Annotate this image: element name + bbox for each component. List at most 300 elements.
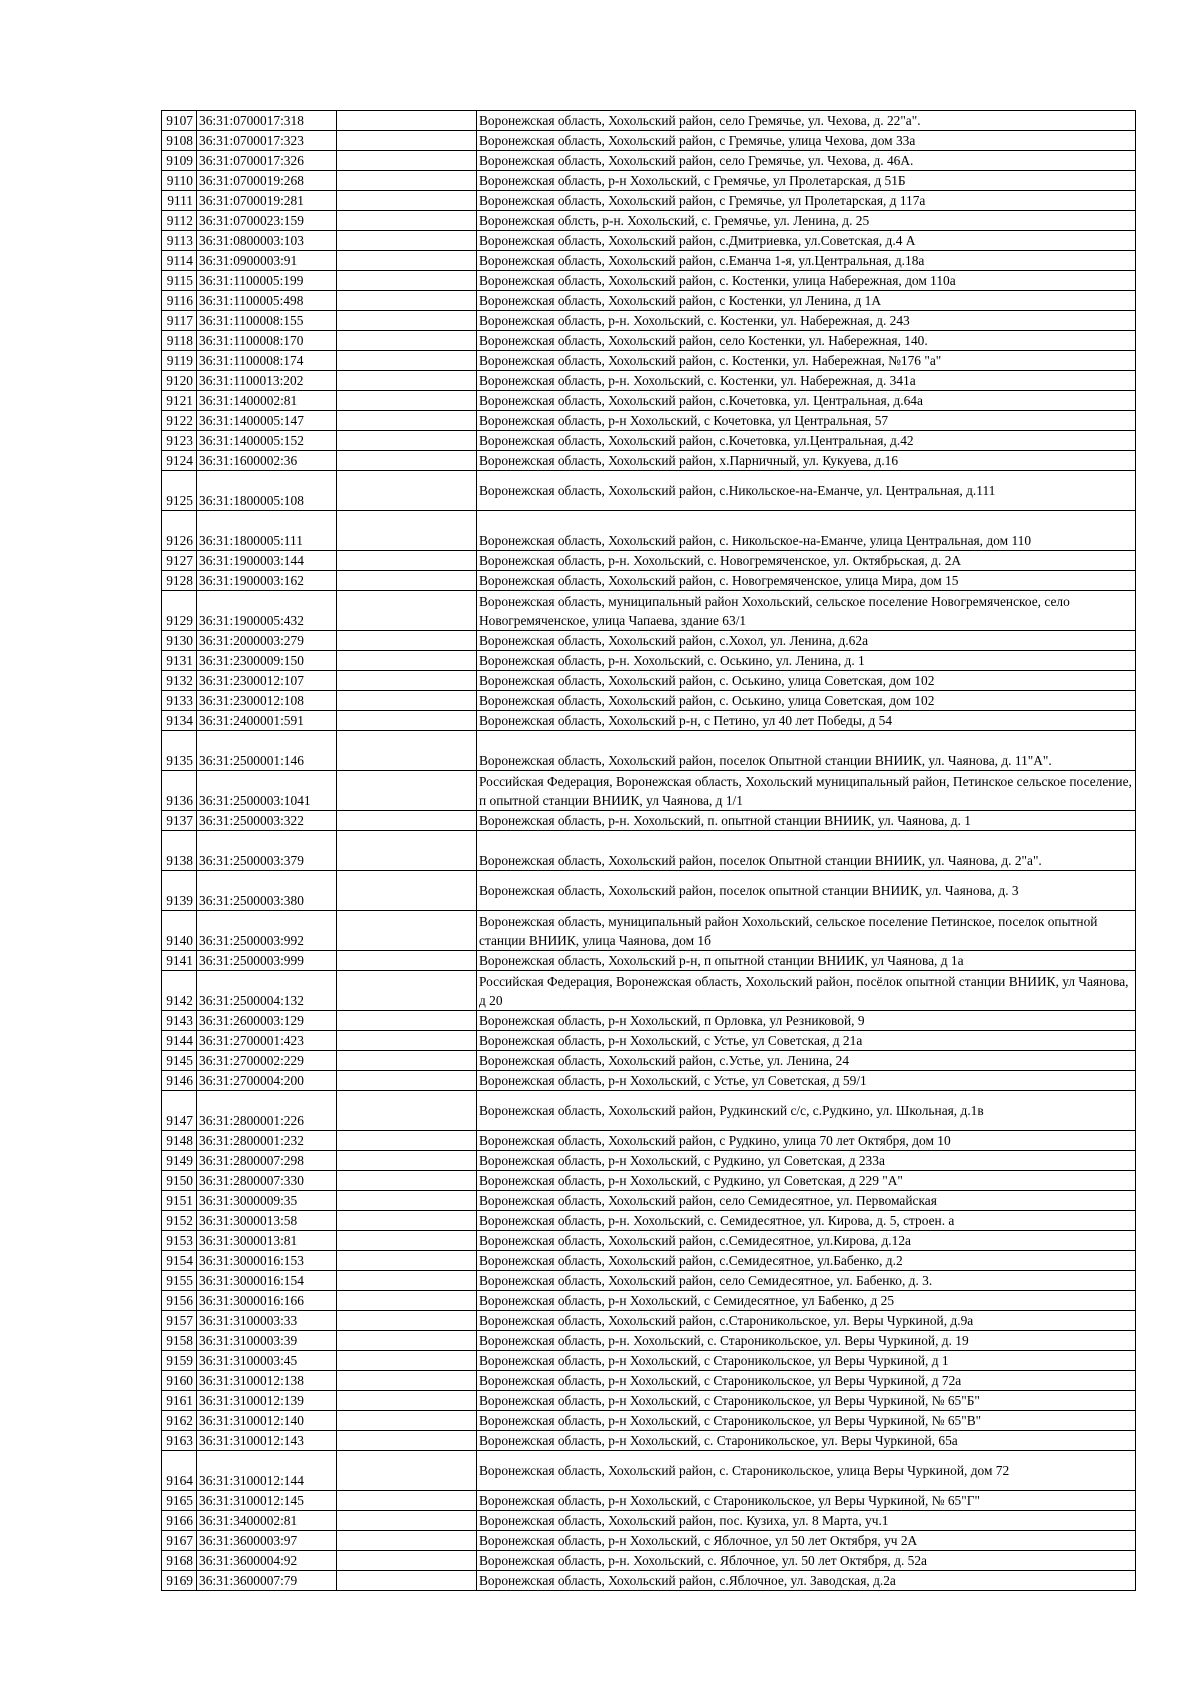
- cadastral-number-cell: 36:31:2500003:322: [197, 811, 337, 831]
- empty-cell: [337, 1311, 477, 1331]
- cadastral-number-cell: 36:31:0700017:323: [197, 131, 337, 151]
- address-cell: Воронежская область, Хохольский район, с. Оськино, улица Советская, дом 102: [477, 671, 1136, 691]
- table-row: [162, 711, 1136, 731]
- cadastral-number-cell: 36:31:3000009:35: [197, 1191, 337, 1211]
- address-cell: Воронежская область, Хохольский район, с. Староникольское, улица Веры Чуркиной, дом 72: [477, 1451, 1136, 1491]
- empty-cell: [337, 1071, 477, 1091]
- cadastral-number-cell: 36:31:1900005:432: [197, 591, 337, 631]
- row-number-cell: 9136: [162, 771, 197, 811]
- cadastral-number-cell: 36:31:1800005:108: [197, 471, 337, 511]
- address-cell: Воронежская область, Хохольский район, с.Семидесятное, ул.Бабенко, д.2: [477, 1251, 1136, 1271]
- registry-table-body: [162, 111, 1136, 1591]
- empty-cell: [337, 511, 477, 551]
- empty-cell: [337, 671, 477, 691]
- address-cell: Воронежская область, р-н Хохольский, с Староникольское, ул Веры Чуркиной, № 65"Б": [477, 1391, 1136, 1411]
- table-row: [162, 1491, 1136, 1511]
- empty-cell: [337, 1231, 477, 1251]
- table-row: [162, 731, 1136, 771]
- empty-cell: [337, 971, 477, 1011]
- table-row: [162, 571, 1136, 591]
- empty-cell: [337, 1491, 477, 1511]
- cadastral-number-cell: 36:31:2700001:423: [197, 1031, 337, 1051]
- row-number-cell: 9127: [162, 551, 197, 571]
- address-cell: Воронежская область, р-н. Хохольский, п. опытной станции ВНИИК, ул. Чаянова, д. 1: [477, 811, 1136, 831]
- table-row: [162, 171, 1136, 191]
- row-number-cell: 9142: [162, 971, 197, 1011]
- cadastral-number-cell: 36:31:0700017:318: [197, 111, 337, 131]
- address-cell: Воронежская область, Хохольский район, поселок опытной станции ВНИИК, ул. Чаянова, д. 3: [477, 871, 1136, 911]
- table-row: [162, 1291, 1136, 1311]
- cadastral-number-cell: 36:31:2800007:330: [197, 1171, 337, 1191]
- empty-cell: [337, 111, 477, 131]
- address-cell: Воронежская область, Хохольский район, Рудкинский с/с, с.Рудкино, ул. Школьная, д.1в: [477, 1091, 1136, 1131]
- table-row: [162, 311, 1136, 331]
- cadastral-number-cell: 36:31:3100012:138: [197, 1371, 337, 1391]
- cadastral-number-cell: 36:31:0900003:91: [197, 251, 337, 271]
- table-row: [162, 331, 1136, 351]
- table-row: [162, 1451, 1136, 1491]
- address-cell: Воронежская область, Хохольский район, с.Староникольское, ул. Веры Чуркиной, д.9а: [477, 1311, 1136, 1331]
- empty-cell: [337, 1151, 477, 1171]
- address-cell: Воронежская область, Хохольский район, с.Хохол, ул. Ленина, д.62а: [477, 631, 1136, 651]
- table-row: [162, 1551, 1136, 1571]
- empty-cell: [337, 1171, 477, 1191]
- empty-cell: [337, 1571, 477, 1591]
- address-cell: Воронежская область, р-н. Хохольский, с. Староникольское, ул. Веры Чуркиной, д. 19: [477, 1331, 1136, 1351]
- row-number-cell: 9129: [162, 591, 197, 631]
- table-row: [162, 1071, 1136, 1091]
- address-cell: Воронежская область, муниципальный район Хохольский, сельское поселение Новогремяченское, село Новогремяченское, улица Чапаева, здание 63/1: [477, 591, 1136, 631]
- address-cell: Воронежская область, р-н Хохольский, п Орловка, ул Резниковой, 9: [477, 1011, 1136, 1031]
- row-number-cell: 9132: [162, 671, 197, 691]
- table-row: [162, 111, 1136, 131]
- row-number-cell: 9166: [162, 1511, 197, 1531]
- cadastral-number-cell: 36:31:3600003:97: [197, 1531, 337, 1551]
- empty-cell: [337, 451, 477, 471]
- address-cell: Воронежская область, Хохольский район, с. Новогремяченское, улица Мира, дом 15: [477, 571, 1136, 591]
- address-cell: Воронежская область, Хохольский район, с Гремячье, ул Пролетарская, д 117а: [477, 191, 1136, 211]
- table-row: [162, 231, 1136, 251]
- row-number-cell: 9159: [162, 1351, 197, 1371]
- cadastral-number-cell: 36:31:3000013:58: [197, 1211, 337, 1231]
- address-cell: Воронежская облсть, р-н. Хохольский, с. Гремячье, ул. Ленина, д. 25: [477, 211, 1136, 231]
- cadastral-number-cell: 36:31:1400005:152: [197, 431, 337, 451]
- cadastral-number-cell: 36:31:3100003:39: [197, 1331, 337, 1351]
- empty-cell: [337, 951, 477, 971]
- empty-cell: [337, 1011, 477, 1031]
- address-cell: Воронежская область, Хохольский район, х.Парничный, ул. Кукуева, д.16: [477, 451, 1136, 471]
- row-number-cell: 9158: [162, 1331, 197, 1351]
- cadastral-number-cell: 36:31:2400001:591: [197, 711, 337, 731]
- empty-cell: [337, 811, 477, 831]
- registry-table: [161, 110, 1136, 1591]
- row-number-cell: 9131: [162, 651, 197, 671]
- row-number-cell: 9128: [162, 571, 197, 591]
- table-row: [162, 211, 1136, 231]
- empty-cell: [337, 471, 477, 511]
- cadastral-number-cell: 36:31:1100008:174: [197, 351, 337, 371]
- table-row: [162, 1011, 1136, 1031]
- cadastral-number-cell: 36:31:2500003:380: [197, 871, 337, 911]
- row-number-cell: 9144: [162, 1031, 197, 1051]
- empty-cell: [337, 1191, 477, 1211]
- cadastral-number-cell: 36:31:0800003:103: [197, 231, 337, 251]
- row-number-cell: 9121: [162, 391, 197, 411]
- table-row: [162, 1311, 1136, 1331]
- address-cell: Воронежская область, Хохольский район, поселок Опытной станции ВНИИК, ул. Чаянова, д. 2"а".: [477, 831, 1136, 871]
- row-number-cell: 9120: [162, 371, 197, 391]
- address-cell: Воронежская область, р-н Хохольский, с Староникольское, ул Веры Чуркиной, № 65"Г": [477, 1491, 1136, 1511]
- empty-cell: [337, 351, 477, 371]
- address-cell: Российская Федерация, Воронежская область, Хохольский муниципальный район, Петинское сельское поселение, п опытной станции ВНИИК, ул Чаянова, д 1/1: [477, 771, 1136, 811]
- empty-cell: [337, 1051, 477, 1071]
- empty-cell: [337, 231, 477, 251]
- table-row: [162, 271, 1136, 291]
- empty-cell: [337, 1391, 477, 1411]
- table-row: [162, 631, 1136, 651]
- row-number-cell: 9155: [162, 1271, 197, 1291]
- row-number-cell: 9109: [162, 151, 197, 171]
- row-number-cell: 9150: [162, 1171, 197, 1191]
- row-number-cell: 9152: [162, 1211, 197, 1231]
- empty-cell: [337, 1411, 477, 1431]
- address-cell: Воронежская область, р-н. Хохольский, с. Новогремяченское, ул. Октябрьская, д. 2А: [477, 551, 1136, 571]
- table-row: [162, 391, 1136, 411]
- table-row: [162, 291, 1136, 311]
- address-cell: Воронежская область, Хохольский район, с.Никольское-на-Еманче, ул. Центральная, д.111: [477, 471, 1136, 511]
- cadastral-number-cell: 36:31:0700023:159: [197, 211, 337, 231]
- empty-cell: [337, 331, 477, 351]
- address-cell: Воронежская область, Хохольский район, с.Семидесятное, ул.Кирова, д.12а: [477, 1231, 1136, 1251]
- row-number-cell: 9134: [162, 711, 197, 731]
- cadastral-number-cell: 36:31:1100005:498: [197, 291, 337, 311]
- empty-cell: [337, 571, 477, 591]
- row-number-cell: 9154: [162, 1251, 197, 1271]
- address-cell: Российская Федерация, Воронежская область, Хохольский район, посёлок опытной станции ВНИИК, ул Чаянова, д 20: [477, 971, 1136, 1011]
- row-number-cell: 9151: [162, 1191, 197, 1211]
- row-number-cell: 9117: [162, 311, 197, 331]
- empty-cell: [337, 551, 477, 571]
- cadastral-number-cell: 36:31:2300009:150: [197, 651, 337, 671]
- row-number-cell: 9115: [162, 271, 197, 291]
- row-number-cell: 9126: [162, 511, 197, 551]
- address-cell: Воронежская область, Хохольский р-н, с Петино, ул 40 лет Победы, д 54: [477, 711, 1136, 731]
- empty-cell: [337, 171, 477, 191]
- row-number-cell: 9156: [162, 1291, 197, 1311]
- row-number-cell: 9141: [162, 951, 197, 971]
- address-cell: Воронежская область, Хохольский район, с.Яблочное, ул. Заводская, д.2а: [477, 1571, 1136, 1591]
- address-cell: Воронежская область, р-н Хохольский, с Рудкино, ул Советская, д 229 "А": [477, 1171, 1136, 1191]
- row-number-cell: 9112: [162, 211, 197, 231]
- table-row: [162, 1511, 1136, 1531]
- row-number-cell: 9125: [162, 471, 197, 511]
- address-cell: Воронежская область, р-н Хохольский, с Устье, ул Советская, д 21а: [477, 1031, 1136, 1051]
- empty-cell: [337, 291, 477, 311]
- address-cell: Воронежская область, Хохольский район, с Гремячье, улица Чехова, дом 33а: [477, 131, 1136, 151]
- empty-cell: [337, 691, 477, 711]
- table-row: [162, 1331, 1136, 1351]
- table-row: [162, 1191, 1136, 1211]
- row-number-cell: 9164: [162, 1451, 197, 1491]
- row-number-cell: 9165: [162, 1491, 197, 1511]
- address-cell: Воронежская область, р-н Хохольский, с Староникольское, ул Веры Чуркиной, № 65"В": [477, 1411, 1136, 1431]
- cadastral-number-cell: 36:31:3100012:145: [197, 1491, 337, 1511]
- cadastral-number-cell: 36:31:3600007:79: [197, 1571, 337, 1591]
- empty-cell: [337, 251, 477, 271]
- cadastral-number-cell: 36:31:2300012:107: [197, 671, 337, 691]
- row-number-cell: 9148: [162, 1131, 197, 1151]
- table-row: [162, 1251, 1136, 1271]
- address-cell: Воронежская область, р-н Хохольский, с Гремячье, ул Пролетарская, д 51Б: [477, 171, 1136, 191]
- empty-cell: [337, 831, 477, 871]
- row-number-cell: 9149: [162, 1151, 197, 1171]
- row-number-cell: 9118: [162, 331, 197, 351]
- empty-cell: [337, 1511, 477, 1531]
- row-number-cell: 9161: [162, 1391, 197, 1411]
- table-row: [162, 1091, 1136, 1131]
- cadastral-number-cell: 36:31:3100012:143: [197, 1431, 337, 1451]
- address-cell: Воронежская область, р-н Хохольский, с Рудкино, ул Советская, д 233а: [477, 1151, 1136, 1171]
- row-number-cell: 9135: [162, 731, 197, 771]
- table-row: [162, 811, 1136, 831]
- row-number-cell: 9114: [162, 251, 197, 271]
- empty-cell: [337, 591, 477, 631]
- empty-cell: [337, 151, 477, 171]
- cadastral-number-cell: 36:31:2500003:999: [197, 951, 337, 971]
- empty-cell: [337, 371, 477, 391]
- row-number-cell: 9147: [162, 1091, 197, 1131]
- cadastral-number-cell: 36:31:0700019:281: [197, 191, 337, 211]
- empty-cell: [337, 1331, 477, 1351]
- table-row: [162, 691, 1136, 711]
- row-number-cell: 9153: [162, 1231, 197, 1251]
- cadastral-number-cell: 36:31:2500004:132: [197, 971, 337, 1011]
- table-row: [162, 251, 1136, 271]
- row-number-cell: 9123: [162, 431, 197, 451]
- empty-cell: [337, 1451, 477, 1491]
- empty-cell: [337, 1211, 477, 1231]
- empty-cell: [337, 191, 477, 211]
- address-cell: Воронежская область, р-н. Хохольский, с. Оськино, ул. Ленина, д. 1: [477, 651, 1136, 671]
- empty-cell: [337, 431, 477, 451]
- row-number-cell: 9167: [162, 1531, 197, 1551]
- table-row: [162, 1151, 1136, 1171]
- empty-cell: [337, 711, 477, 731]
- address-cell: Воронежская область, Хохольский район, село Семидесятное, ул. Первомайская: [477, 1191, 1136, 1211]
- table-row: [162, 971, 1136, 1011]
- table-row: [162, 831, 1136, 871]
- empty-cell: [337, 651, 477, 671]
- table-row: [162, 131, 1136, 151]
- cadastral-number-cell: 36:31:3100003:33: [197, 1311, 337, 1331]
- cadastral-number-cell: 36:31:2500001:146: [197, 731, 337, 771]
- table-row: [162, 911, 1136, 951]
- address-cell: Воронежская область, р-н Хохольский, с Староникольское, ул Веры Чуркиной, д 72а: [477, 1371, 1136, 1391]
- cadastral-number-cell: 36:31:1100008:170: [197, 331, 337, 351]
- row-number-cell: 9111: [162, 191, 197, 211]
- row-number-cell: 9169: [162, 1571, 197, 1591]
- row-number-cell: 9110: [162, 171, 197, 191]
- table-row: [162, 1031, 1136, 1051]
- row-number-cell: 9139: [162, 871, 197, 911]
- row-number-cell: 9122: [162, 411, 197, 431]
- cadastral-number-cell: 36:31:1100013:202: [197, 371, 337, 391]
- table-row: [162, 1431, 1136, 1451]
- empty-cell: [337, 1531, 477, 1551]
- empty-cell: [337, 1271, 477, 1291]
- empty-cell: [337, 1291, 477, 1311]
- row-number-cell: 9146: [162, 1071, 197, 1091]
- empty-cell: [337, 771, 477, 811]
- cadastral-number-cell: 36:31:3000016:166: [197, 1291, 337, 1311]
- address-cell: Воронежская область, р-н. Хохольский, с. Костенки, ул. Набережная, д. 243: [477, 311, 1136, 331]
- address-cell: Воронежская область, р-н. Хохольский, с. Костенки, ул. Набережная, д. 341а: [477, 371, 1136, 391]
- cadastral-number-cell: 36:31:1900003:144: [197, 551, 337, 571]
- address-cell: Воронежская область, р-н Хохольский, с Кочетовка, ул Центральная, 57: [477, 411, 1136, 431]
- address-cell: Воронежская область, муниципальный район Хохольский, сельское поселение Петинское, поселок опытной станции ВНИИК, улица Чаянова, дом 1б: [477, 911, 1136, 951]
- empty-cell: [337, 1351, 477, 1371]
- empty-cell: [337, 1431, 477, 1451]
- table-row: [162, 951, 1136, 971]
- address-cell: Воронежская область, Хохольский район, с.Дмитриевка, ул.Советская, д.4 А: [477, 231, 1136, 251]
- cadastral-number-cell: 36:31:2700004:200: [197, 1071, 337, 1091]
- address-cell: Воронежская область, р-н Хохольский, с Семидесятное, ул Бабенко, д 25: [477, 1291, 1136, 1311]
- table-row: [162, 1351, 1136, 1371]
- table-row: [162, 1391, 1136, 1411]
- table-row: [162, 1271, 1136, 1291]
- row-number-cell: 9162: [162, 1411, 197, 1431]
- empty-cell: [337, 911, 477, 951]
- row-number-cell: 9157: [162, 1311, 197, 1331]
- address-cell: Воронежская область, Хохольский район, с. Костенки, ул. Набережная, №176 "а": [477, 351, 1136, 371]
- cadastral-number-cell: 36:31:2000003:279: [197, 631, 337, 651]
- cadastral-number-cell: 36:31:2500003:379: [197, 831, 337, 871]
- empty-cell: [337, 271, 477, 291]
- cadastral-number-cell: 36:31:1400005:147: [197, 411, 337, 431]
- row-number-cell: 9160: [162, 1371, 197, 1391]
- table-row: [162, 771, 1136, 811]
- address-cell: Воронежская область, Хохольский район, пос. Кузиха, ул. 8 Марта, уч.1: [477, 1511, 1136, 1531]
- row-number-cell: 9163: [162, 1431, 197, 1451]
- row-number-cell: 9145: [162, 1051, 197, 1071]
- cadastral-number-cell: 36:31:1800005:111: [197, 511, 337, 551]
- empty-cell: [337, 1251, 477, 1271]
- address-cell: Воронежская область, Хохольский район, с.Кочетовка, ул.Центральная, д.42: [477, 431, 1136, 451]
- address-cell: Воронежская область, Хохольский район, с.Еманча 1-я, ул.Центральная, д.18а: [477, 251, 1136, 271]
- table-row: [162, 871, 1136, 911]
- row-number-cell: 9168: [162, 1551, 197, 1571]
- row-number-cell: 9107: [162, 111, 197, 131]
- cadastral-number-cell: 36:31:3000016:154: [197, 1271, 337, 1291]
- address-cell: Воронежская область, Хохольский район, село Гремячье, ул. Чехова, д. 46А.: [477, 151, 1136, 171]
- cadastral-number-cell: 36:31:0700017:326: [197, 151, 337, 171]
- cadastral-number-cell: 36:31:1900003:162: [197, 571, 337, 591]
- row-number-cell: 9140: [162, 911, 197, 951]
- table-row: [162, 671, 1136, 691]
- empty-cell: [337, 1131, 477, 1151]
- table-row: [162, 151, 1136, 171]
- cadastral-number-cell: 36:31:2500003:992: [197, 911, 337, 951]
- row-number-cell: 9116: [162, 291, 197, 311]
- address-cell: Воронежская область, р-н. Хохольский, с. Семидесятное, ул. Кирова, д. 5, строен. а: [477, 1211, 1136, 1231]
- table-row: [162, 651, 1136, 671]
- table-row: [162, 511, 1136, 551]
- empty-cell: [337, 731, 477, 771]
- cadastral-number-cell: 36:31:2800001:232: [197, 1131, 337, 1151]
- row-number-cell: 9124: [162, 451, 197, 471]
- table-row: [162, 591, 1136, 631]
- empty-cell: [337, 411, 477, 431]
- cadastral-number-cell: 36:31:1400002:81: [197, 391, 337, 411]
- table-row: [162, 431, 1136, 451]
- address-cell: Воронежская область, р-н Хохольский, с. Староникольское, ул. Веры Чуркиной, 65а: [477, 1431, 1136, 1451]
- empty-cell: [337, 1371, 477, 1391]
- address-cell: Воронежская область, Хохольский район, с. Никольское-на-Еманче, улица Центральная, дом 110: [477, 511, 1136, 551]
- cadastral-number-cell: 36:31:3000013:81: [197, 1231, 337, 1251]
- table-row: [162, 1411, 1136, 1431]
- cadastral-number-cell: 36:31:3100012:139: [197, 1391, 337, 1411]
- table-row: [162, 351, 1136, 371]
- cadastral-number-cell: 36:31:3100012:144: [197, 1451, 337, 1491]
- table-row: [162, 471, 1136, 511]
- empty-cell: [337, 631, 477, 651]
- address-cell: Воронежская область, Хохольский район, с Рудкино, улица 70 лет Октября, дом 10: [477, 1131, 1136, 1151]
- table-row: [162, 1171, 1136, 1191]
- cadastral-number-cell: 36:31:3000016:153: [197, 1251, 337, 1271]
- cadastral-number-cell: 36:31:2300012:108: [197, 691, 337, 711]
- row-number-cell: 9119: [162, 351, 197, 371]
- empty-cell: [337, 211, 477, 231]
- cadastral-number-cell: 36:31:2800007:298: [197, 1151, 337, 1171]
- row-number-cell: 9137: [162, 811, 197, 831]
- cadastral-number-cell: 36:31:3100012:140: [197, 1411, 337, 1431]
- empty-cell: [337, 311, 477, 331]
- table-row: [162, 1211, 1136, 1231]
- row-number-cell: 9138: [162, 831, 197, 871]
- row-number-cell: 9133: [162, 691, 197, 711]
- cadastral-number-cell: 36:31:3600004:92: [197, 1551, 337, 1571]
- address-cell: Воронежская область, р-н. Хохольский, с. Яблочное, ул. 50 лет Октября, д. 52а: [477, 1551, 1136, 1571]
- cadastral-number-cell: 36:31:2800001:226: [197, 1091, 337, 1131]
- address-cell: Воронежская область, Хохольский район, село Семидесятное, ул. Бабенко, д. 3.: [477, 1271, 1136, 1291]
- cadastral-number-cell: 36:31:3100003:45: [197, 1351, 337, 1371]
- row-number-cell: 9113: [162, 231, 197, 251]
- cadastral-number-cell: 36:31:2700002:229: [197, 1051, 337, 1071]
- address-cell: Воронежская область, р-н Хохольский, с Яблочное, ул 50 лет Октября, уч 2А: [477, 1531, 1136, 1551]
- table-row: [162, 1131, 1136, 1151]
- cadastral-number-cell: 36:31:0700019:268: [197, 171, 337, 191]
- table-row: [162, 1371, 1136, 1391]
- table-row: [162, 1531, 1136, 1551]
- table-row: [162, 411, 1136, 431]
- address-cell: Воронежская область, Хохольский район, село Костенки, ул. Набережная, 140.: [477, 331, 1136, 351]
- address-cell: Воронежская область, Хохольский район, с. Оськино, улица Советская, дом 102: [477, 691, 1136, 711]
- row-number-cell: 9108: [162, 131, 197, 151]
- cadastral-number-cell: 36:31:2600003:129: [197, 1011, 337, 1031]
- table-row: [162, 1051, 1136, 1071]
- address-cell: Воронежская область, Хохольский район, с Костенки, ул Ленина, д 1А: [477, 291, 1136, 311]
- address-cell: Воронежская область, Хохольский район, село Гремячье, ул. Чехова, д. 22"а".: [477, 111, 1136, 131]
- table-row: [162, 551, 1136, 571]
- empty-cell: [337, 131, 477, 151]
- cadastral-number-cell: 36:31:1100008:155: [197, 311, 337, 331]
- table-row: [162, 191, 1136, 211]
- address-cell: Воронежская область, Хохольский район, с.Кочетовка, ул. Центральная, д.64а: [477, 391, 1136, 411]
- empty-cell: [337, 871, 477, 911]
- address-cell: Воронежская область, Хохольский район, поселок Опытной станции ВНИИК, ул. Чаянова, д. 11"А".: [477, 731, 1136, 771]
- empty-cell: [337, 1091, 477, 1131]
- address-cell: Воронежская область, р-н Хохольский, с Устье, ул Советская, д 59/1: [477, 1071, 1136, 1091]
